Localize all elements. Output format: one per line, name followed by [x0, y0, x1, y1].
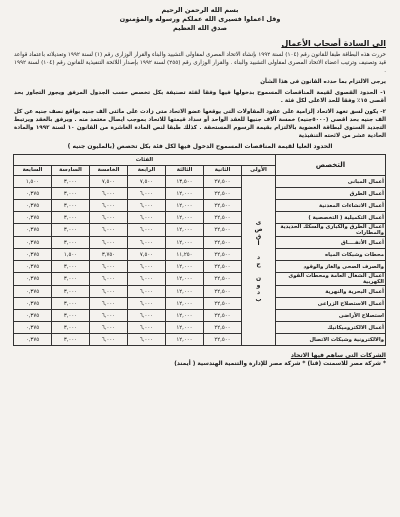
- value-cell: ٢٢,٥٠٠: [204, 298, 242, 310]
- value-cell: ٣,٠٠٠: [52, 237, 90, 249]
- notice-line: يرجى الالتزام بما حدده القانون فى هذا الشأن: [260, 79, 386, 85]
- value-cell: ١٢,٠٠٠: [166, 261, 204, 273]
- class-header: السادسة: [52, 165, 90, 176]
- table-row: [13, 298, 385, 310]
- value-cell: ٣,٠٠٠: [52, 200, 90, 212]
- value-cell: ٦,٠٠٠: [90, 286, 128, 298]
- value-cell: ٢٧,٥٠٠: [204, 176, 242, 188]
- spec-cell: أعمال الانشاءات المعدنية: [276, 200, 386, 212]
- value-cell: ٣,٠٠٠: [52, 298, 90, 310]
- value-cell: ٠,٣٧٥: [13, 334, 51, 346]
- value-cell: ٦,٠٠٠: [128, 298, 166, 310]
- value-cell: ٦,٠٠٠: [128, 310, 166, 322]
- value-cell: ٣,٠٠٠: [52, 261, 90, 273]
- value-cell: ١٢,٠٠٠: [166, 334, 204, 346]
- value-cell: ١٢,٠٠٠: [166, 188, 204, 200]
- value-cell: ١,٥٠٠: [13, 176, 51, 188]
- value-cell: ٠,٣٧٥: [13, 261, 51, 273]
- value-cell: ١١,٢٥٠: [166, 249, 204, 261]
- value-cell: ٦,٠٠٠: [128, 224, 166, 237]
- table-row: [13, 188, 385, 200]
- spec-cell: أعمال التكميلية ( التخصصية ): [276, 212, 386, 224]
- spec-cell: أعمال الأنفــــاق: [276, 237, 386, 249]
- value-cell: ١٢,٠٠٠: [166, 273, 204, 286]
- table-row: [13, 176, 385, 188]
- table-row: [13, 212, 385, 224]
- quran-verse: وقل اعملوا فسيرى الله عملكم ورسوله والمؤمنون: [119, 15, 281, 23]
- value-cell: ٣,٠٠٠: [52, 176, 90, 188]
- value-cell: ٦,٠٠٠: [90, 261, 128, 273]
- spec-cell: أعمال الطرق والكبارى والسكك الحديدية والمطارات: [276, 224, 386, 237]
- basmala: بسم الله الرحمن الرحيم: [161, 6, 239, 14]
- value-cell: ٣,٠٠٠: [52, 310, 90, 322]
- value-cell: ٦,٠٠٠: [128, 261, 166, 273]
- value-cell: ٧,٥٠٠: [128, 176, 166, 188]
- value-cell: ١٣,٥٠٠: [166, 176, 204, 188]
- value-cell: ٦,٠٠٠: [128, 212, 166, 224]
- value-cell: ٦,٠٠٠: [90, 322, 128, 334]
- value-cell: ٦,٠٠٠: [90, 212, 128, 224]
- value-cell: ٢٢,٥٠٠: [204, 273, 242, 286]
- class-header: الثالثة: [166, 165, 204, 176]
- value-cell: ٦,٠٠٠: [128, 322, 166, 334]
- value-cell: ١٢,٠٠٠: [166, 200, 204, 212]
- value-cell: ٠,٣٧٥: [13, 249, 51, 261]
- class-header: الرابعة: [128, 165, 166, 176]
- value-cell: ٢٢,٥٠٠: [204, 286, 242, 298]
- spec-cell: والصرف الصحى والغاز والوقود: [276, 261, 386, 273]
- value-cell: ٦,٠٠٠: [128, 237, 166, 249]
- no-limit-note: بدون حد أقصى: [242, 176, 276, 346]
- value-cell: ١٢,٠٠٠: [166, 298, 204, 310]
- value-cell: ٠,٣٧٥: [13, 188, 51, 200]
- footer-heading: الشركات التى ساهم فيها الاتحاد: [290, 352, 386, 359]
- value-cell: ٦,٠٠٠: [90, 334, 128, 346]
- value-cell: ٦,٠٠٠: [128, 286, 166, 298]
- value-cell: ٣,٠٠٠: [52, 224, 90, 237]
- value-cell: ٦,٠٠٠: [128, 273, 166, 286]
- value-cell: ٠,٣٧٥: [13, 212, 51, 224]
- value-cell: ٣,٧٥٠: [90, 249, 128, 261]
- salutation-heading: الى السادة أصحاب الأعمال: [281, 39, 386, 48]
- table-row: [13, 334, 385, 346]
- value-cell: ٣,٠٠٠: [52, 286, 90, 298]
- table-body: [13, 176, 385, 346]
- value-cell: ٠,٣٧٥: [13, 298, 51, 310]
- table-row: [13, 200, 385, 212]
- value-cell: ٦,٠٠٠: [128, 200, 166, 212]
- table-row: [13, 249, 385, 261]
- table-row: [13, 322, 385, 334]
- value-cell: ٣,٠٠٠: [52, 273, 90, 286]
- value-cell: ١٢,٠٠٠: [166, 310, 204, 322]
- value-cell: ٦,٠٠٠: [90, 188, 128, 200]
- value-cell: ٢٢,٥٠٠: [204, 261, 242, 273]
- table-title: الحدود العليا لقيمة المناقصات المسموح الدخول فيها لكل فئة بكل تخصص (بالمليون جنيه ): [67, 143, 333, 150]
- value-cell: ١٢,٠٠٠: [166, 286, 204, 298]
- class-header: الثانية: [204, 165, 242, 176]
- spec-cell: أعمال الطرق: [276, 188, 386, 200]
- classes-group-header: الفئات: [13, 155, 275, 166]
- value-cell: ٣,٠٠٠: [52, 188, 90, 200]
- value-cell: ٠,٣٧٥: [13, 322, 51, 334]
- value-cell: ١٢,٠٠٠: [166, 237, 204, 249]
- rule-two: ٢- يكون لسق تعهد الاتحاد إلزامية على عقود المقاولات التى يوقعها عضو الاتحاد متى زادت على مائتى الف جنيه بواقع نصف جنيه عن كل الف جنيه بحد اقصى (٥٠٠٠جنيه) خمسة آلاف جنيها للعقد الواحد أو سداد قيمتها للاتحاد بموجب ايصال معتمد منه . ويرفق بالعقد ويرتبط التجديد السنوى لبطاقة العضوية بالالتزام بقيمة الرسوم المستحقة . كذلك طبقا لنص المادة العاشرة من القانون ١٠ لسنة ١٩٩٢ والمادة الحادية عشر من لائحته التنفيذية: [14, 109, 386, 139]
- spec-cell: أعمال الشغال العامة ومحطات القوى الكهربية: [276, 273, 386, 286]
- value-cell: ٦,٠٠٠: [90, 224, 128, 237]
- limits-table: [13, 154, 386, 346]
- value-cell: ٢٢,٥٠٠: [204, 334, 242, 346]
- value-cell: ٠,٣٧٥: [13, 273, 51, 286]
- sadaq-line: صدق الله العظيم: [172, 24, 228, 32]
- value-cell: ١٢,٠٠٠: [166, 212, 204, 224]
- spec-cell: استصلاح الأراضى: [276, 310, 386, 322]
- class-header: السابعة: [13, 165, 51, 176]
- value-cell: ٣,٠٠٠: [52, 212, 90, 224]
- rule-one: ١- الحدود القصوى لقيمة المناقصات المسموح بدخولها فيها وفقا لفئة تصنيفة بكل تخصص حسب الجدول المرفق ويجوز التجاوز بحد أقصى ١٥٪ وفقا للحد الاعلى لكل فئة .: [14, 90, 386, 104]
- value-cell: ١٢,٠٠٠: [166, 322, 204, 334]
- value-cell: ٢٢,٥٠٠: [204, 212, 242, 224]
- spec-cell: أعمال الالكتروميكانيك: [276, 322, 386, 334]
- value-cell: ٦,٠٠٠: [90, 310, 128, 322]
- class-header: الأولى: [242, 165, 276, 176]
- value-cell: ٠,٣٧٥: [13, 224, 51, 237]
- value-cell: ١٢,٠٠٠: [166, 224, 204, 237]
- value-cell: ٣,٠٠٠: [52, 322, 90, 334]
- value-cell: ٢٢,٥٠٠: [204, 310, 242, 322]
- value-cell: ٧,٥٠٠: [90, 176, 128, 188]
- table-row: [13, 310, 385, 322]
- spec-cell: محطات وشبكات المياه: [276, 249, 386, 261]
- table-row: [13, 273, 385, 286]
- value-cell: ٢٢,٥٠٠: [204, 224, 242, 237]
- value-cell: ٢٢,٥٠٠: [204, 188, 242, 200]
- class-header: الخامسة: [90, 165, 128, 176]
- value-cell: ٣,٠٠٠: [52, 334, 90, 346]
- value-cell: ٦,٠٠٠: [90, 298, 128, 310]
- value-cell: ١,٥٠٠: [52, 249, 90, 261]
- table-row: [13, 224, 385, 237]
- intro-paragraph: حررت هذه البطاقة طبقا للقانون رقم (١٠٤) لسنة ١٩٩٢ بإنشاء الاتحاد المصرى لمقاولى التشييد والبناء والقرار الوزارى رقم (١) لسنة ١٩٩٢ وتعديلاته باعتماد قواعد قيد وتصنيف وترتيب اعضاء الاتحاد المصرى لمقاولى التشييد والبناء . والقرار الوزارى رقم (٢٥٥) لسنة ١٩٩٢ بإصدار اللائحة التنفيذية للقانون رقم (١٠٤) لسنة ١٩٩٢ .: [14, 52, 387, 74]
- table-row: [13, 261, 385, 273]
- table-row: [13, 286, 385, 298]
- spec-cell: والالكترونية وشبكات الاتصال: [276, 334, 386, 346]
- value-cell: ٦,٠٠٠: [128, 188, 166, 200]
- value-cell: ٠,٣٧٥: [13, 286, 51, 298]
- value-cell: ٢٢,٥٠٠: [204, 200, 242, 212]
- value-cell: ٦,٠٠٠: [128, 334, 166, 346]
- value-cell: ٦,٠٠٠: [90, 273, 128, 286]
- value-cell: ٧,٥٠٠: [128, 249, 166, 261]
- value-cell: ٢٢,٥٠٠: [204, 322, 242, 334]
- footer-companies: * شركة مصر للاسمنت (قنا) * شركة مصر للإدارة والتنمية الهندسية ( أيمند): [174, 361, 386, 367]
- spec-cell: أعمال الاستصلاح الزراعى: [276, 298, 386, 310]
- spec-cell: أعمال البحرية والنهرية: [276, 286, 386, 298]
- table-row: [13, 237, 385, 249]
- value-cell: ٦,٠٠٠: [90, 200, 128, 212]
- spec-cell: أعمال المبانى: [276, 176, 386, 188]
- value-cell: ٠,٣٧٥: [13, 237, 51, 249]
- value-cell: ٠,٣٧٥: [13, 310, 51, 322]
- value-cell: ٢٢,٥٠٠: [204, 249, 242, 261]
- value-cell: ٢٢,٥٠٠: [204, 237, 242, 249]
- value-cell: ٦,٠٠٠: [90, 237, 128, 249]
- spec-header: التخصص: [276, 155, 386, 176]
- value-cell: ٠,٣٧٥: [13, 200, 51, 212]
